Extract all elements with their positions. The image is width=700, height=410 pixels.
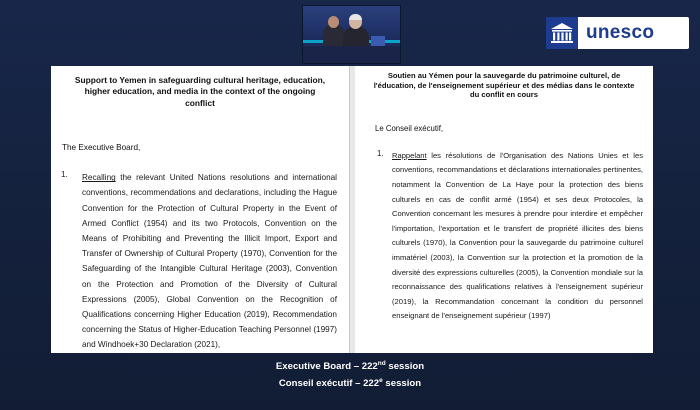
paragraph-lead: Rappelant [392,150,427,160]
temple-emblem-icon [546,17,578,49]
unesco-wordmark: unesco [586,22,655,43]
caption-en: Executive Board – 222nd session [275,360,425,373]
paragraph-1-fr [377,148,643,324]
document-title-fr: Soutien au Yémen pour la sauvegarde du patrimoine culturel, de l'éducation, de l'enseignement supérieur et des médias dans le contexte du conflit en cours [373,71,635,100]
paragraph-1-en [61,170,337,352]
speaker-camera-inset [302,5,401,64]
paragraph-number: 1. [377,148,384,158]
caption-fr: Conseil exécutif – 222e session [278,376,422,390]
paragraph-number: 1. [61,170,68,180]
unesco-logo [546,17,689,49]
paragraph-text: the relevant United Nations resolutions and international conventions, recommendations and declarations, including the Hague Convention for the Protection of Cultural Property in the Event of Armed Conflict (1954) and its two Protocols, Convention on the Means of Prohibiting and Preventing the Illicit Import, Export and Transfer of Ownership of Cultural Property (1970), Convention for the Safeguarding of the Intangible Cultural Heritage (2003), Convention on the Protection and Promotion of the Diversity of Cultural Expressions (2005), Global Convention on the Recognition of Qualifications concerning Higher Education (2019), Recommendation concerning the Status of Higher-Education Teaching Personnel (1997) and Windhoek+30 Declaration (2021), [82,173,337,350]
document-title-en: Support to Yemen in safeguarding cultural heritage, education, higher education, and media in the context of the ongoing conflict [74,75,326,108]
paragraph-text: les résolutions de l'Organisation des Nations Unies et les conventions, recommandations et déclarations internationales pertinentes, notamment la Convention de La Haye pour la protection des biens culturels en cas de conflit armé (1954) et ses deux Protocoles, la Convention concernant les mesures à prendre pour interdire et empêcher l'importation, l'exportation et le transfert de propriété illicites des biens culturels (1970), la Convention pour la sauvegarde du patrimoine culturel immatériel (2003), la Convention sur la protection et la promotion de la diversité des expressions culturelles (2005), la Convention mondiale sur la reconnaissance des qualifications relatives à l'enseignement supérieur (2019), la Recommandation concernant la condition du personnel enseignant de l'enseignement supérieur (1997) [392,150,643,321]
board-heading-fr: Le Conseil exécutif, [375,123,444,133]
english-document-pane[interactable] [51,66,349,353]
paragraph-lead: Recalling [82,173,116,183]
session-caption [0,357,700,391]
board-heading-en: The Executive Board, [62,143,141,153]
french-document-pane[interactable] [355,66,653,353]
